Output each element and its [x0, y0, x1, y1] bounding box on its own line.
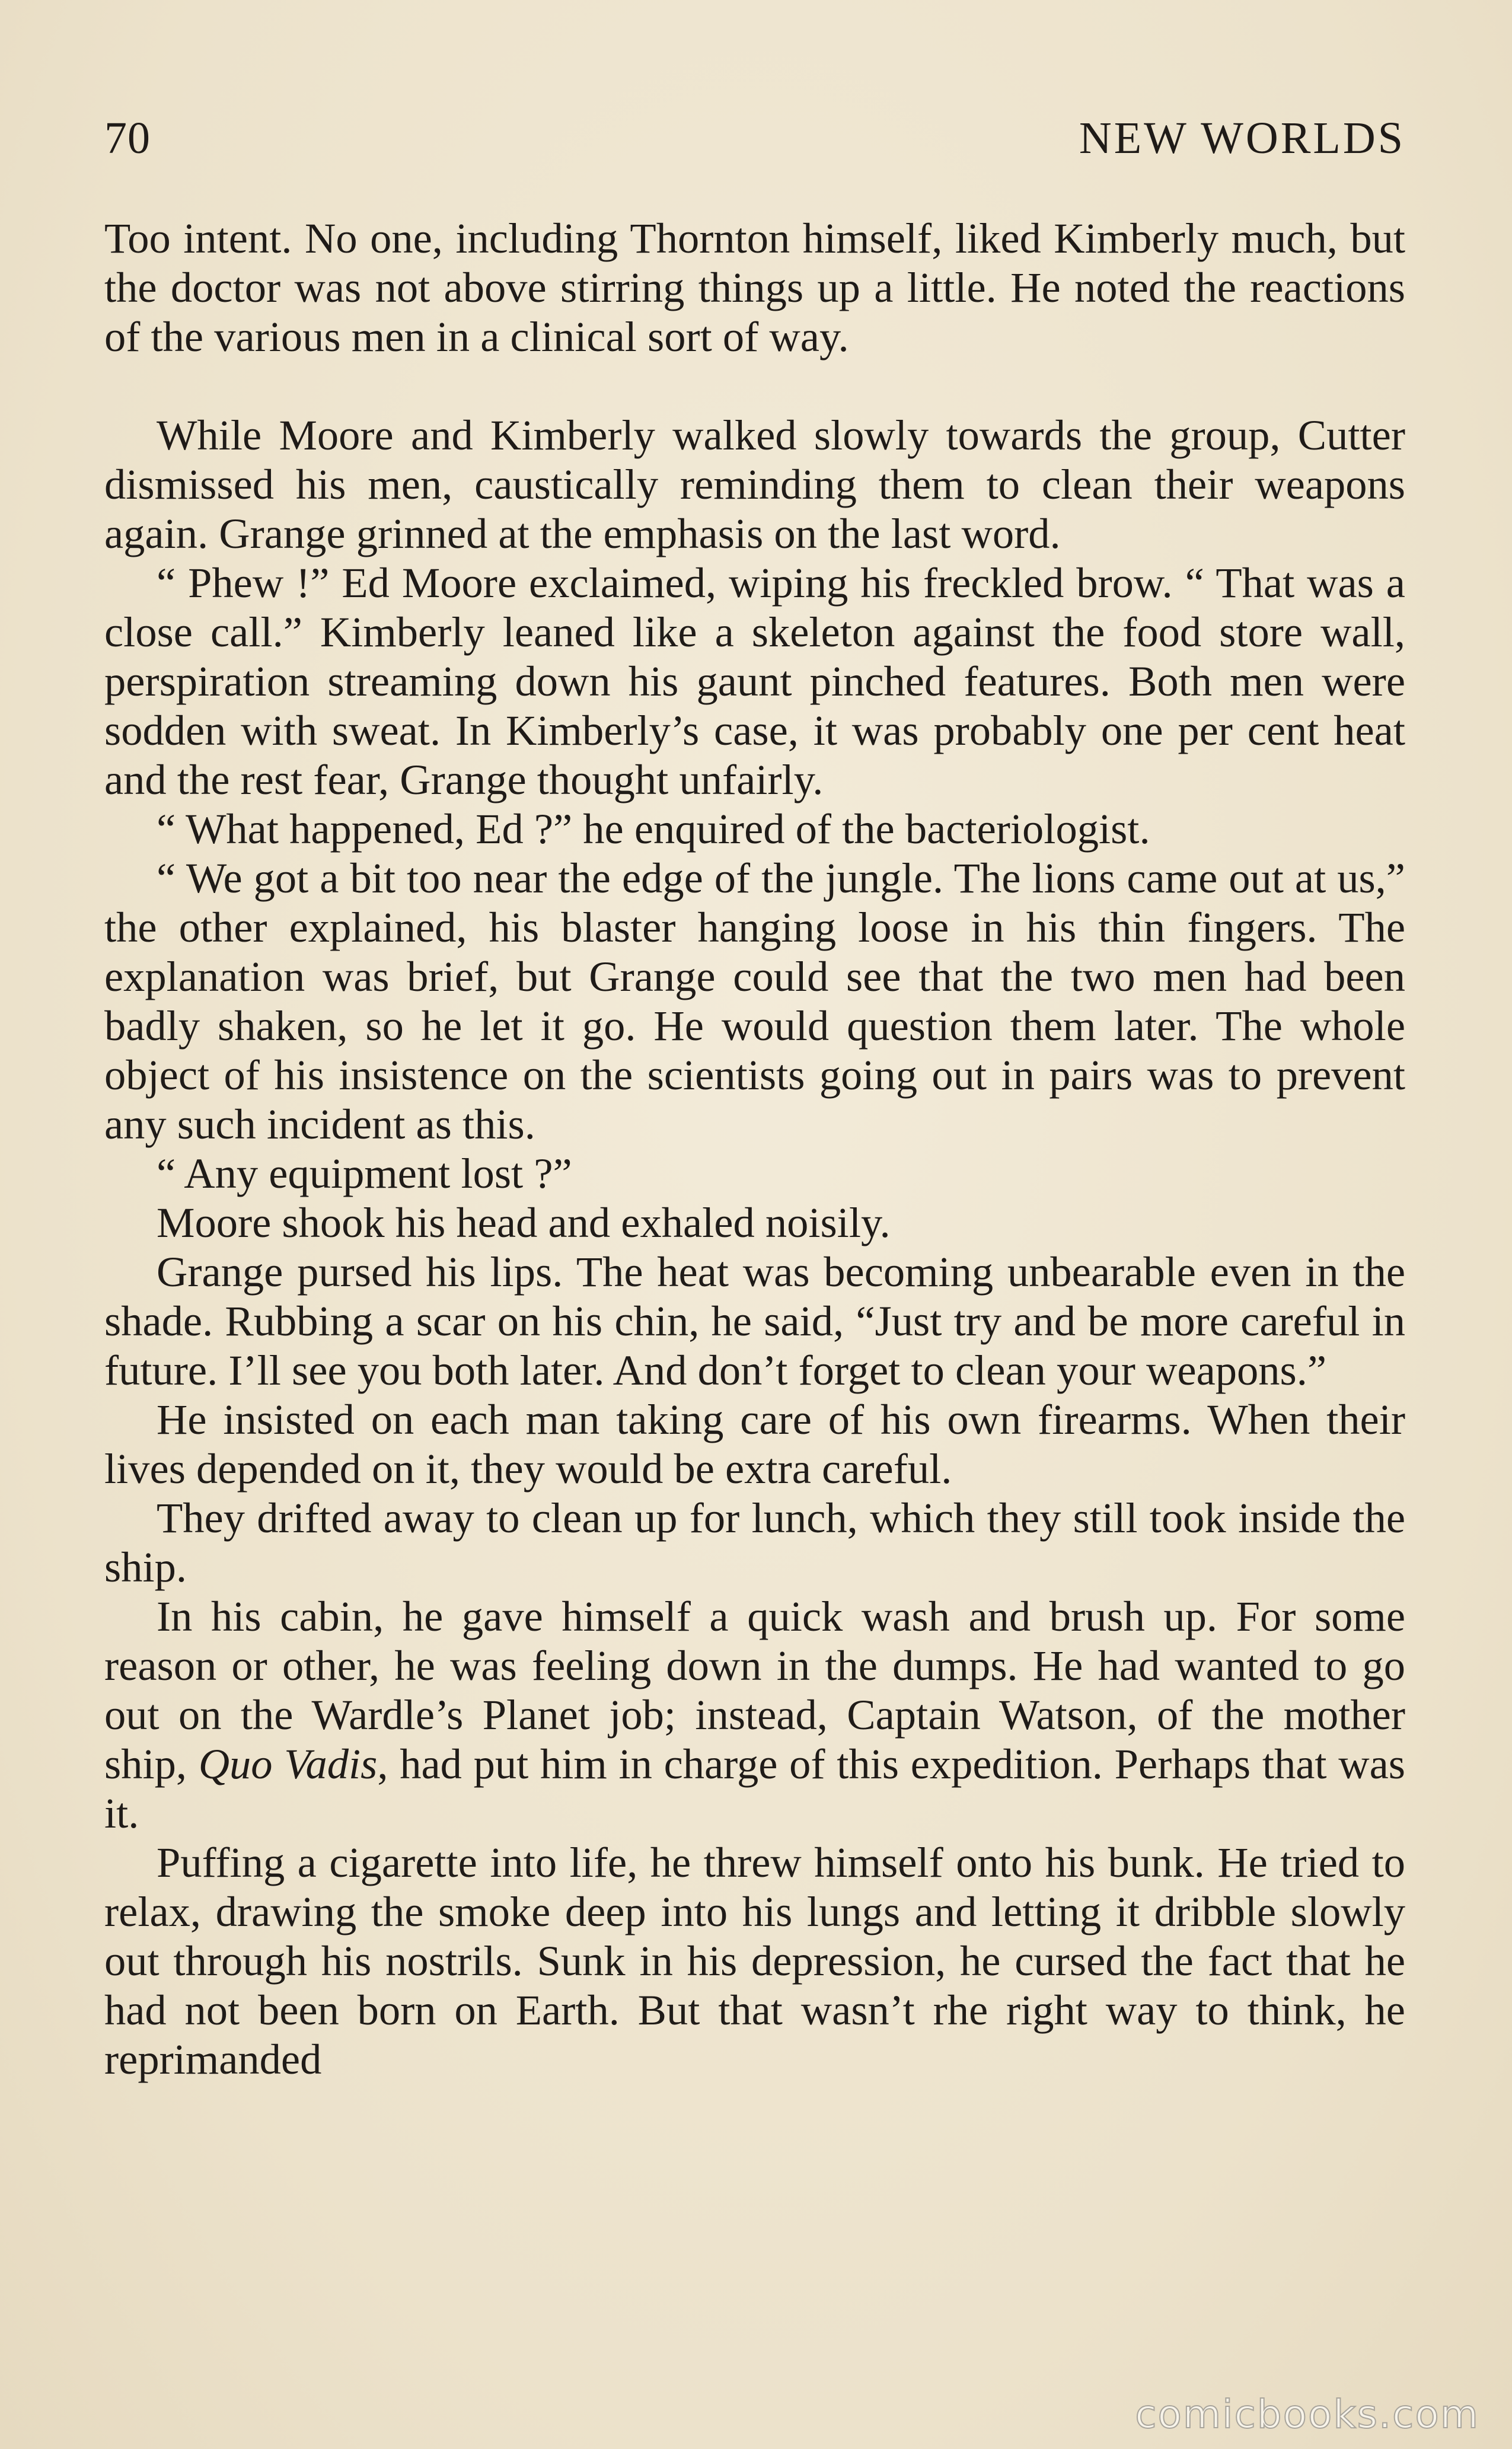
paragraph: He insisted on each man taking care of his own firearms. When their lives depended on it, they would be extra careful.: [104, 1395, 1405, 1493]
paragraph: Puffing a cigarette into life, he threw himself onto his bunk. He tried to relax, drawing the smoke deep into his lungs and letting it dribble slowly out through his nostrils. Sunk in his depression, he cursed the fact that he had not been born on Earth. But that wasn’t rhe right way to think, he reprimanded: [104, 1838, 1405, 2083]
running-head: NEW WORLDS: [1079, 113, 1405, 163]
paragraph: Too intent. No one, including Thornton himself, liked Kimberly much, but the doctor was not above stirring things up a little. He noted the reactions of the various men in a clinical sort of way.: [104, 214, 1405, 361]
page-number: 70: [104, 113, 151, 163]
paragraph: While Moore and Kimberly walked slowly towards the group, Cutter dismissed his men, caustically reminding them to clean their weapons again. Grange grinned at the emphasis on the last word.: [104, 411, 1405, 557]
paragraph: Grange pursed his lips. The heat was becoming unbearable even in the shade. Rubbing a scar on his chin, he said, “Just try and be more careful in future. I’ll see you both later. And don’t forget to clean your weapons.”: [104, 1248, 1405, 1394]
paragraph: “ Any equipment lost ?”: [157, 1149, 572, 1197]
paragraph: They drifted away to clean up for lunch, which they still took inside the ship.: [104, 1494, 1405, 1591]
paragraph-text: , had put him in charge of this expedition. Perhaps that was it.: [104, 1740, 1406, 1837]
ship-name: Quo Vadis: [198, 1740, 378, 1788]
page-header: [104, 113, 1405, 178]
paragraph: “ We got a bit too near the edge of the jungle. The lions came out at us,” the other explained, his blaster hanging loose in his thin fingers. The explanation was brief, but Grange could see that the two men had been badly shaken, so he let it go. He would question them later. The whole object of his insistence on the scientists going out in pairs was to prevent any such incident as this.: [104, 854, 1405, 1148]
body-text: [104, 213, 1405, 2084]
paragraph: Moore shook his head and exhaled noisily.: [157, 1198, 891, 1246]
paragraph: “ Phew !” Ed Moore exclaimed, wiping his freckled brow. “ That was a close call.” Kimberly leaned like a skeleton against the food store wall, perspiration streaming down his gaunt pinched features. Both men were sodden with sweat. In Kimberly’s case, it was probably one per cent heat and the rest fear, Grange thought unfairly.: [104, 559, 1405, 803]
paragraph: “ What happened, Ed ?” he enquired of the bacteriologist.: [157, 805, 1150, 853]
paragraph-text: In his cabin, he gave himself a quick wash and brush up. For some reason or other, he was feeling down in the dumps. He had wanted to go out on the Wardle’s Planet job; instead, Captain Watson, of the mother ship,: [104, 1592, 1405, 1788]
watermark: comicbooks.com: [1135, 2391, 1479, 2437]
paragraph: [104, 1592, 1405, 1838]
